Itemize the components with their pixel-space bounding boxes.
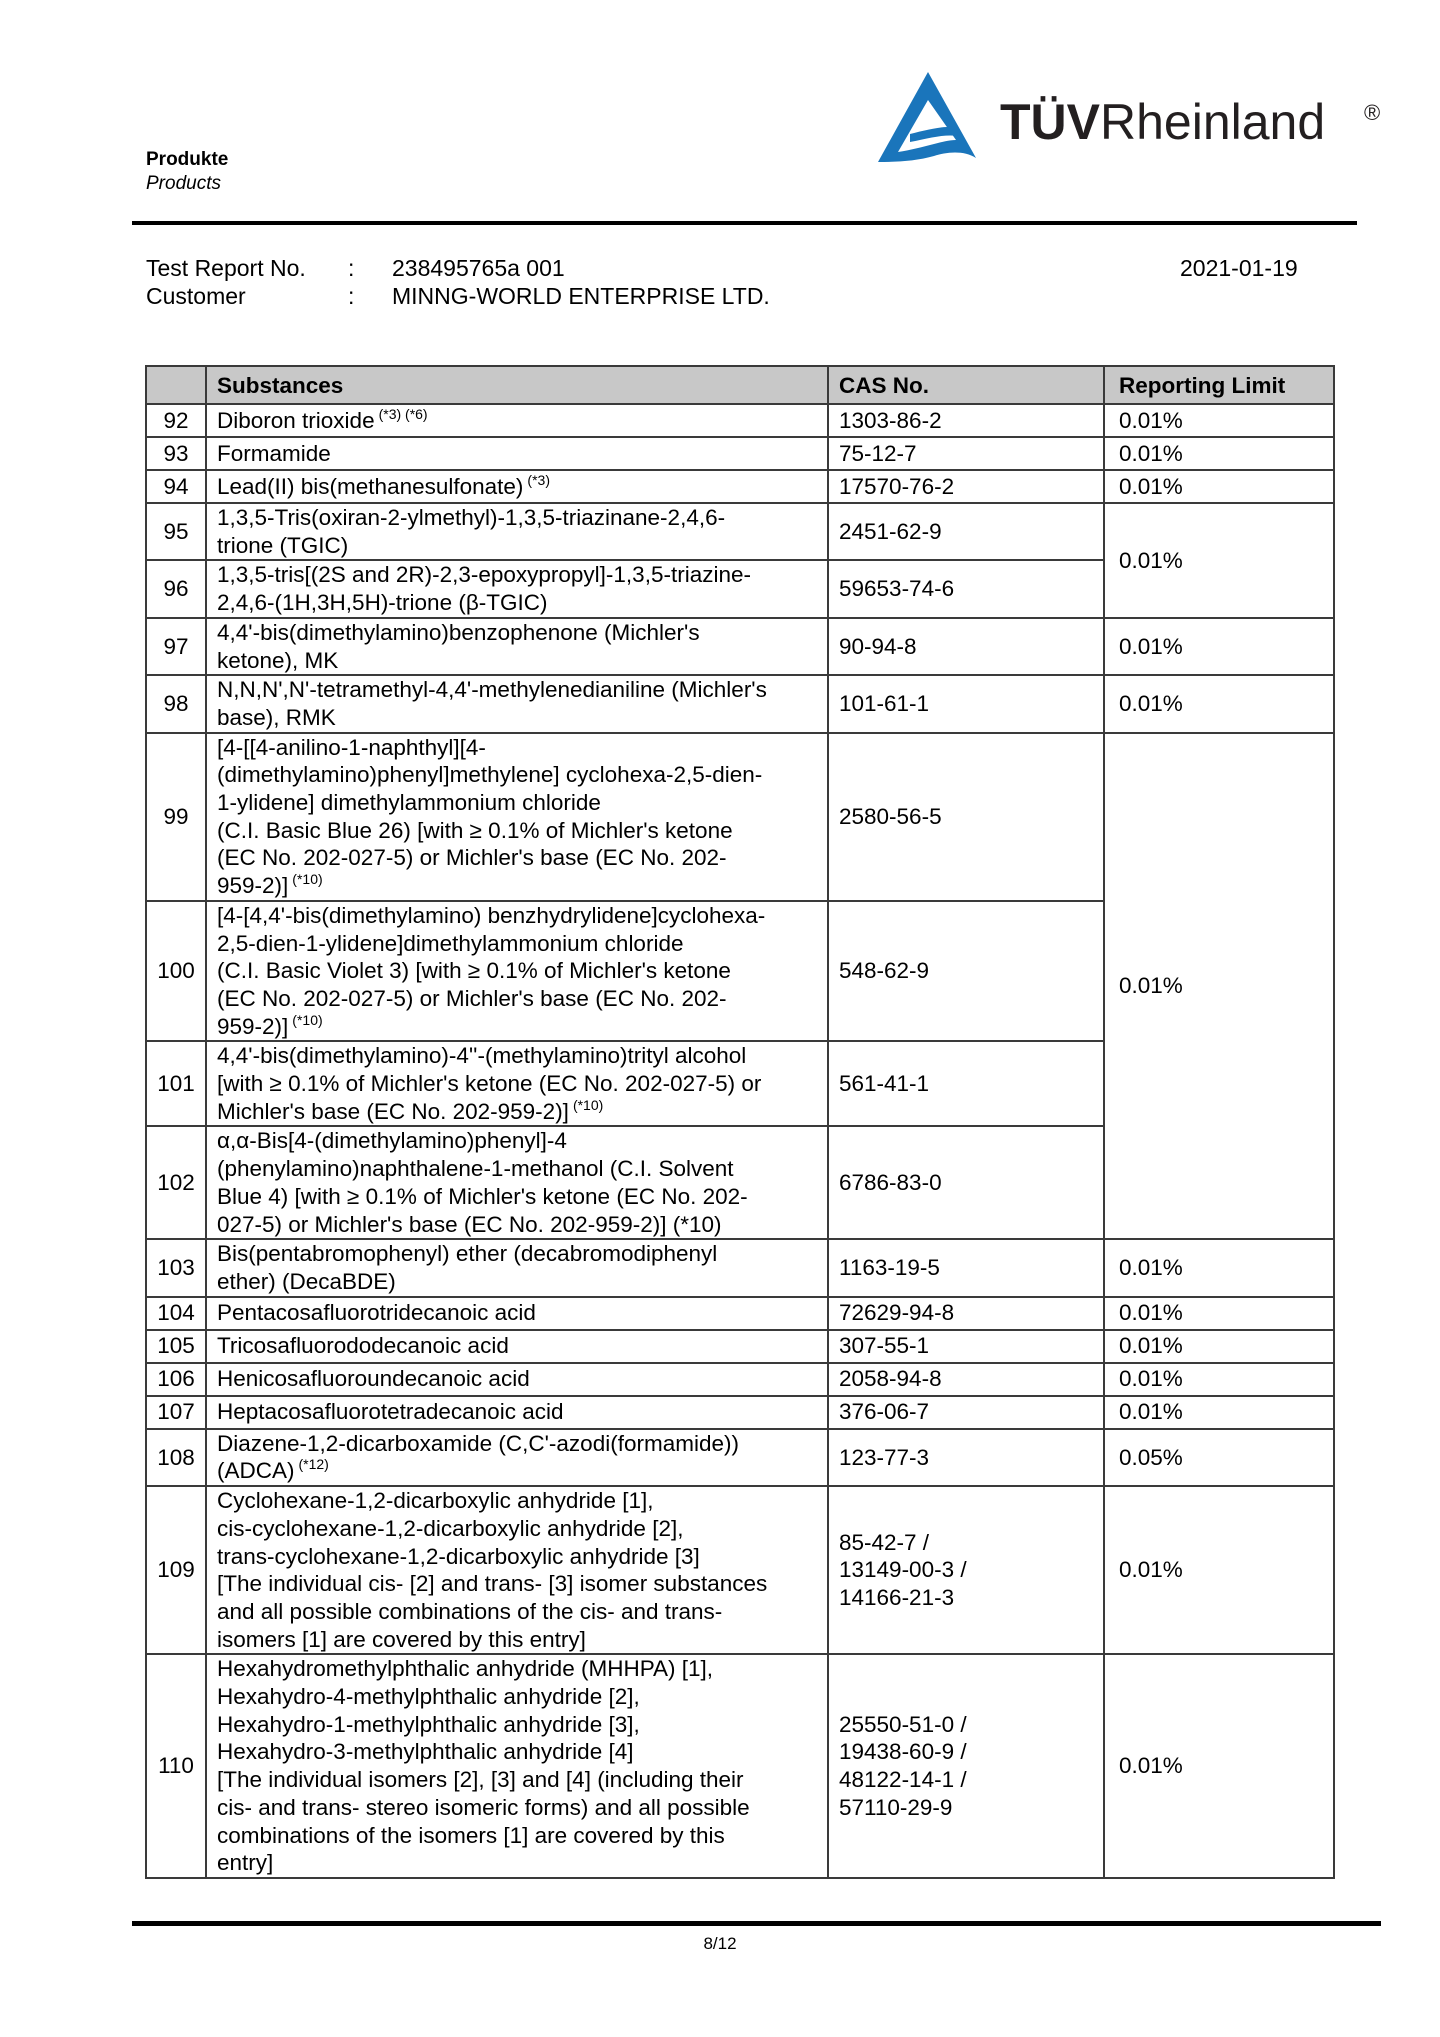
- cas-number-line: 376-06-7: [839, 1399, 930, 1425]
- cas-number-line: 59653-74-6: [839, 576, 955, 602]
- substance-name-line: [217, 872, 817, 900]
- substance-text: Cyclohexane-1,2-dicarboxylic anhydride [1],: [217, 1488, 654, 1514]
- substance-text: Henicosafluoroundecanoic acid: [217, 1366, 530, 1392]
- cas-number-line: 123-77-3: [839, 1444, 930, 1470]
- substance-name: [206, 1330, 828, 1363]
- substance-name-line: [217, 504, 817, 532]
- substance-name-line: [217, 1822, 817, 1850]
- substance-text: Hexahydro-1-methylphthalic anhydride [3],: [217, 1711, 640, 1737]
- department-german: Produkte: [146, 149, 229, 170]
- cas-number-line: 548-62-9: [839, 958, 930, 984]
- row-number: 97: [146, 618, 206, 675]
- substance-name: [206, 733, 828, 901]
- substance-name-line: [217, 704, 817, 732]
- registered-mark: ®: [1364, 100, 1381, 125]
- department-heading: [146, 148, 228, 196]
- footnote-reference: (*10): [572, 1096, 604, 1113]
- table-row: [146, 1297, 1334, 1330]
- substance-text: Blue 4) [with ≥ 0.1% of Michler's ketone (EC No. 202-: [217, 1183, 748, 1209]
- table-row: [146, 733, 1334, 901]
- cas-number-line: 25550-51-0 /: [839, 1711, 967, 1737]
- substance-name-line: [217, 1711, 817, 1739]
- cas-number: [828, 1429, 1104, 1486]
- reporting-limit: 0.01%: [1104, 404, 1334, 437]
- cas-number-line: 2058-94-8: [839, 1366, 942, 1392]
- substance-text: [4-[4,4'-bis(dimethylamino) benzhydrylidene]cyclohexa-: [217, 902, 766, 928]
- substance-name-line: [217, 1457, 817, 1485]
- cas-number: [828, 1239, 1104, 1296]
- substance-text: Michler's base (EC No. 202-959-2)]: [217, 1098, 569, 1124]
- substance-text: 2,4,6-(1H,3H,5H)-trione (β-TGIC): [217, 590, 548, 616]
- substance-text: 2,5-dien-1-ylidene]dimethylammonium chloride: [217, 930, 684, 956]
- substance-name-line: [217, 1543, 817, 1571]
- substance-name: [206, 1654, 828, 1878]
- substance-name-line: [217, 734, 817, 762]
- table-row: [146, 470, 1334, 503]
- row-number: 93: [146, 437, 206, 470]
- row-number: 101: [146, 1041, 206, 1126]
- substance-name: [206, 470, 828, 503]
- substance-text: α,α-Bis[4-(dimethylamino)phenyl]-4: [217, 1128, 567, 1154]
- substance-name: [206, 437, 828, 470]
- substance-text: [The individual isomers [2], [3] and [4] (including their: [217, 1767, 744, 1793]
- table-row: [146, 404, 1334, 437]
- substance-text: Hexahydro-3-methylphthalic anhydride [4]: [217, 1739, 634, 1765]
- substance-text: entry]: [217, 1850, 274, 1876]
- substance-text: base), RMK: [217, 704, 336, 730]
- cas-number: [828, 404, 1104, 437]
- substance-name-line: [217, 589, 817, 617]
- table-row: [146, 675, 1334, 732]
- reporting-limit: 0.01%: [1104, 1654, 1334, 1878]
- substance-name-line: [217, 902, 817, 930]
- cas-number: [828, 733, 1104, 901]
- logo-wordmark-rheinland: Rheinland: [1100, 94, 1326, 150]
- table-row: [146, 1363, 1334, 1396]
- department-english: Products: [146, 173, 221, 194]
- reporting-limit: 0.01%: [1104, 1297, 1334, 1330]
- reporting-limit: 0.05%: [1104, 1429, 1334, 1486]
- cas-number: [828, 437, 1104, 470]
- row-number: 106: [146, 1363, 206, 1396]
- substance-text: Hexahydro-4-methylphthalic anhydride [2],: [217, 1684, 640, 1710]
- reporting-limit: 0.01%: [1104, 675, 1334, 732]
- substance-name-line: [217, 1655, 817, 1683]
- table-row: [146, 1429, 1334, 1486]
- cas-number: [828, 1654, 1104, 1878]
- substance-name-line: [217, 1683, 817, 1711]
- substance-text: (ADCA): [217, 1458, 295, 1484]
- substance-name: [206, 1363, 828, 1396]
- substance-name-line: [217, 985, 817, 1013]
- substance-name-line: [217, 930, 817, 958]
- row-number: 102: [146, 1126, 206, 1239]
- substance-name: [206, 1041, 828, 1126]
- substance-text: 4,4'-bis(dimethylamino)benzophenone (Michler's: [217, 619, 700, 645]
- row-number: 109: [146, 1486, 206, 1654]
- substance-name: [206, 404, 828, 437]
- substance-text: 1,3,5-tris[(2S and 2R)-2,3-epoxypropyl]-1,3,5-triazine-: [217, 562, 751, 588]
- cas-number: [828, 1396, 1104, 1429]
- footnote-reference: (*3): [527, 471, 550, 488]
- table-row: [146, 618, 1334, 675]
- row-number: 108: [146, 1429, 206, 1486]
- substance-text: 959-2)]: [217, 1013, 289, 1039]
- substance-name-line: [217, 1332, 817, 1360]
- substance-text: Hexahydromethylphthalic anhydride (MHHPA) [1],: [217, 1656, 714, 1682]
- footnote-reference: (*3) (*6): [378, 405, 428, 422]
- row-number: 94: [146, 470, 206, 503]
- table-row: [146, 503, 1334, 560]
- footer-divider: [132, 1921, 1381, 1926]
- footnote-reference: (*12): [298, 1456, 329, 1473]
- substance-name-line: [217, 440, 817, 468]
- substance-name-line: [217, 1268, 817, 1296]
- substance-name-line: [217, 789, 817, 817]
- substance-name-line: [217, 407, 817, 435]
- substance-name: [206, 1486, 828, 1654]
- cas-number-line: 1163-19-5: [839, 1255, 940, 1281]
- substance-name-line: [217, 1487, 817, 1515]
- cas-number: [828, 675, 1104, 732]
- row-number: 107: [146, 1396, 206, 1429]
- logo-wordmark-tuv: TÜV: [1000, 94, 1100, 150]
- row-number: 100: [146, 901, 206, 1042]
- substance-text: Diboron trioxide: [217, 407, 375, 433]
- cas-number-line: 72629-94-8: [839, 1300, 955, 1326]
- column-header-reporting-limit: Reporting Limit: [1104, 366, 1334, 404]
- substance-text: (C.I. Basic Violet 3) [with ≥ 0.1% of Michler's ketone: [217, 958, 731, 984]
- cas-number-line: 561-41-1: [839, 1071, 930, 1097]
- cas-number: [828, 560, 1104, 617]
- cas-number: [828, 1486, 1104, 1654]
- substance-text: 1,3,5-Tris(oxiran-2-ylmethyl)-1,3,5-triazinane-2,4,6-: [217, 505, 726, 530]
- substance-name-line: [217, 1365, 817, 1393]
- substance-name-line: [217, 1127, 817, 1155]
- separator: :: [348, 255, 355, 281]
- cas-number-line: 85-42-7 /: [839, 1529, 930, 1555]
- reporting-limit: 0.01%: [1104, 470, 1334, 503]
- report-date: 2021-01-19: [1180, 255, 1298, 281]
- cas-number-line: 6786-83-0: [839, 1170, 942, 1196]
- substance-text: Pentacosafluorotridecanoic acid: [217, 1300, 536, 1326]
- substance-text: 027-5) or Michler's base (EC No. 202-959-2)] (*10): [217, 1211, 722, 1237]
- substance-text: Heptacosafluorotetradecanoic acid: [217, 1399, 564, 1425]
- substance-name-line: [217, 532, 817, 560]
- tuv-rheinland-logo: [876, 70, 1396, 170]
- substance-name-line: [217, 647, 817, 675]
- substance-text: Bis(pentabromophenyl) ether (decabromodiphenyl: [217, 1241, 718, 1267]
- substance-name: [206, 1396, 828, 1429]
- table-row: [146, 1654, 1334, 1878]
- substance-text: combinations of the isomers [1] are covered by this: [217, 1822, 725, 1848]
- substances-table: [145, 365, 1335, 1879]
- cas-number: [828, 1126, 1104, 1239]
- substance-name: [206, 560, 828, 617]
- substance-text: Lead(II) bis(methanesulfonate): [217, 473, 524, 499]
- substance-name: [206, 901, 828, 1042]
- cas-number: [828, 1041, 1104, 1126]
- substance-name-line: [217, 1013, 817, 1041]
- substance-text: Diazene-1,2-dicarboxamide (C,C'-azodi(formamide)): [217, 1430, 739, 1456]
- footnote-reference: (*10): [292, 871, 323, 888]
- substance-name-line: [217, 1042, 817, 1070]
- cas-number-line: 307-55-1: [839, 1333, 930, 1359]
- substance-text: [The individual cis- [2] and trans- [3] isomer substances: [217, 1571, 768, 1597]
- cas-number: [828, 618, 1104, 675]
- row-number: 104: [146, 1297, 206, 1330]
- cas-number-line: 1303-86-2: [839, 407, 942, 433]
- header-divider: [132, 221, 1357, 225]
- substance-text: (C.I. Basic Blue 26) [with ≥ 0.1% of Michler's ketone: [217, 817, 733, 843]
- substance-text: isomers [1] are covered by this entry]: [217, 1626, 586, 1652]
- reporting-limit: 0.01%: [1104, 1363, 1334, 1396]
- substance-name-line: [217, 1299, 817, 1327]
- substance-text: (dimethylamino)phenyl]methylene] cyclohexa-2,5-dien-: [217, 762, 763, 788]
- column-header-no: [146, 366, 206, 404]
- substance-name-line: [217, 1430, 817, 1458]
- cas-number-line: 17570-76-2: [839, 473, 955, 499]
- substance-name: [206, 1429, 828, 1486]
- substance-name: [206, 618, 828, 675]
- substance-name-line: [217, 1849, 817, 1877]
- table-row: [146, 437, 1334, 470]
- cas-number-line: 57110-29-9: [839, 1794, 953, 1820]
- substance-name-line: [217, 1766, 817, 1794]
- test-report-value: 238495765a 001: [392, 255, 565, 281]
- substance-text: cis-cyclohexane-1,2-dicarboxylic anhydride [2],: [217, 1515, 684, 1541]
- cas-number: [828, 470, 1104, 503]
- cas-number: [828, 1297, 1104, 1330]
- test-report-label: Test Report No.: [146, 255, 306, 281]
- row-number: 110: [146, 1654, 206, 1878]
- substance-name-line: [217, 1155, 817, 1183]
- substance-name-line: [217, 1070, 817, 1098]
- column-header-cas: CAS No.: [828, 366, 1104, 404]
- cas-number-line: 14166-21-3: [839, 1585, 955, 1611]
- substance-text: 959-2)]: [217, 873, 289, 899]
- reporting-limit: 0.01%: [1104, 1330, 1334, 1363]
- substance-name-line: [217, 1626, 817, 1654]
- table-row: [146, 1239, 1334, 1296]
- row-number: 99: [146, 733, 206, 901]
- cas-number: [828, 1330, 1104, 1363]
- separator: :: [348, 283, 355, 309]
- substance-text: [4-[[4-anilino-1-naphthyl][4-: [217, 734, 486, 760]
- substance-name: [206, 1239, 828, 1296]
- cas-number-line: 13149-00-3 /: [839, 1557, 967, 1583]
- substance-name-line: [217, 844, 817, 872]
- substance-text: and all possible combinations of the cis- and trans-: [217, 1598, 723, 1624]
- substance-text: Tricosafluorododecanoic acid: [217, 1333, 509, 1359]
- cas-number-line: 48122-14-1 /: [839, 1767, 967, 1793]
- cas-number-line: 75-12-7: [839, 440, 917, 466]
- cas-number: [828, 1363, 1104, 1396]
- substance-name-line: [217, 1738, 817, 1766]
- row-number: 95: [146, 503, 206, 560]
- reporting-limit: 0.01%: [1104, 1396, 1334, 1429]
- substance-name-line: [217, 676, 817, 704]
- substance-text: cis- and trans- stereo isomeric forms) and all possible: [217, 1794, 750, 1820]
- substance-text: (phenylamino)naphthalene-1-methanol (C.I. Solvent: [217, 1156, 734, 1182]
- substance-name-line: [217, 619, 817, 647]
- table-header-row: [146, 366, 1334, 404]
- table-row: [146, 1486, 1334, 1654]
- substance-text: ketone), MK: [217, 647, 339, 673]
- substance-text: trione (TGIC): [217, 532, 349, 558]
- footnote-reference: (*10): [292, 1011, 323, 1028]
- substance-name: [206, 1297, 828, 1330]
- row-number: 98: [146, 675, 206, 732]
- tuv-triangle-logo-icon: [876, 70, 986, 170]
- cas-number-line: 2451-62-9: [839, 518, 942, 544]
- substance-name-line: [217, 1211, 817, 1239]
- substance-name-line: [217, 473, 817, 501]
- substance-text: ether) (DecaBDE): [217, 1268, 396, 1294]
- substance-name-line: [217, 1240, 817, 1268]
- substance-text: N,N,N',N'-tetramethyl-4,4'-methylenedianiline (Michler's: [217, 677, 767, 703]
- substance-name-line: [217, 1570, 817, 1598]
- substance-name-line: [217, 1398, 817, 1426]
- page-number: 8/12: [703, 1934, 737, 1953]
- reporting-limit: 0.01%: [1104, 618, 1334, 675]
- reporting-limit: 0.01%: [1104, 503, 1334, 618]
- customer-label: Customer: [146, 283, 246, 309]
- substance-name-line: [217, 1515, 817, 1543]
- substance-text: (EC No. 202-027-5) or Michler's base (EC No. 202-: [217, 845, 727, 871]
- row-number: 105: [146, 1330, 206, 1363]
- substance-name-line: [217, 1794, 817, 1822]
- substance-name: [206, 675, 828, 732]
- substance-name-line: [217, 1183, 817, 1211]
- cas-number-line: 2580-56-5: [839, 803, 942, 829]
- substance-name-line: [217, 561, 817, 589]
- cas-number: [828, 901, 1104, 1042]
- substance-name: [206, 1126, 828, 1239]
- substance-name: [206, 503, 828, 560]
- substance-text: Formamide: [217, 440, 331, 466]
- substance-name-line: [217, 1098, 817, 1126]
- customer-value: MINNG-WORLD ENTERPRISE LTD.: [392, 283, 770, 309]
- cas-number-line: 90-94-8: [839, 633, 917, 659]
- substance-name-line: [217, 761, 817, 789]
- cas-number-line: 19438-60-9 /: [839, 1739, 967, 1765]
- logo-wordmark: [1000, 92, 1325, 152]
- substance-name-line: [217, 1598, 817, 1626]
- row-number: 103: [146, 1239, 206, 1296]
- row-number: 92: [146, 404, 206, 437]
- reporting-limit: 0.01%: [1104, 437, 1334, 470]
- substance-name-line: [217, 957, 817, 985]
- column-header-substances: Substances: [206, 366, 828, 404]
- substance-text: trans-cyclohexane-1,2-dicarboxylic anhydride [3]: [217, 1543, 700, 1569]
- reporting-limit: 0.01%: [1104, 1239, 1334, 1296]
- reporting-limit: 0.01%: [1104, 1486, 1334, 1654]
- reporting-limit: 0.01%: [1104, 733, 1334, 1240]
- substance-text: 1-ylidene] dimethylammonium chloride: [217, 790, 601, 816]
- substance-text: (EC No. 202-027-5) or Michler's base (EC No. 202-: [217, 985, 727, 1011]
- table-row: [146, 1330, 1334, 1363]
- cas-number: [828, 503, 1104, 560]
- substance-name-line: [217, 817, 817, 845]
- substance-text: [with ≥ 0.1% of Michler's ketone (EC No. 202-027-5) or: [217, 1071, 762, 1097]
- substance-text: 4,4'-bis(dimethylamino)-4''-(methylamino)trityl alcohol: [217, 1043, 747, 1069]
- row-number: 96: [146, 560, 206, 617]
- cas-number-line: 101-61-1: [839, 691, 930, 717]
- table-row: [146, 1396, 1334, 1429]
